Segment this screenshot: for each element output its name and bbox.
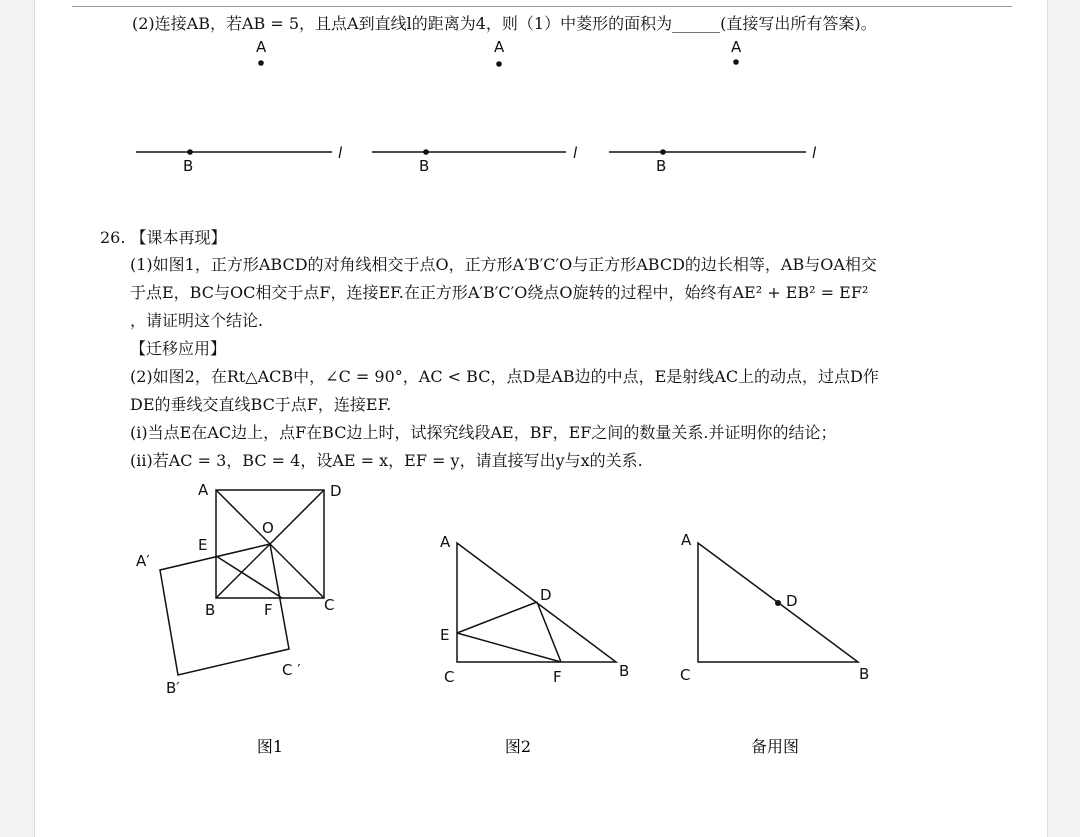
segment-ef (457, 633, 561, 662)
figure-1-caption: 图1 (256, 737, 284, 756)
fig1-label-aprime: A′ (136, 552, 150, 570)
fig1-label-c: C (324, 596, 335, 614)
fig1-label-cprime: C ′ (282, 661, 301, 679)
figure-2-caption: 图2 (504, 737, 532, 756)
point-a-label: A (494, 38, 505, 56)
fig2-label-a: A (440, 533, 451, 551)
point-b-label: B (419, 157, 430, 175)
fig3-label-d: D (786, 592, 798, 610)
fig2-label-b: B (619, 662, 630, 680)
figure-backup-labels (680, 531, 869, 684)
figure-1 (160, 490, 324, 675)
q26-section2: 【迁移应用】 (130, 339, 227, 358)
q26-p2-i: (i)当点E在AC边上，点F在BC边上时，试探究线段AE，BF，EF之间的数量关系.并证明你的结论； (130, 423, 837, 442)
fig3-label-a: A (681, 531, 692, 549)
figure-2-labels (440, 533, 629, 686)
segment-ed (457, 602, 537, 633)
fig1-label-f: F (264, 601, 273, 619)
point-b-label: B (656, 157, 667, 175)
point-b-label: B (183, 157, 194, 175)
fig1-label-e: E (198, 536, 208, 554)
fig2-label-c: C (444, 668, 455, 686)
line-l-label: l (338, 144, 343, 162)
fig1-label-a: A (198, 481, 209, 499)
fig1-label-d: D (330, 482, 342, 500)
figure-backup-caption: 备用图 (750, 737, 800, 756)
q26-p1-line1: (1)如图1，正方形ABCD的对角线相交于点O，正方形A′B′C′O与正方形ABCD的边长相等，AB与OA相交 (130, 255, 877, 274)
figure-2 (457, 543, 616, 662)
q26-p2-line1: (2)如图2，在Rt△ACB中，∠C = 90°，AC < BC，点D是AB边的中点，E是射线AC上的动点，过点D作 (130, 367, 879, 386)
q26-p1-line3: ，请证明这个结论. (130, 311, 264, 330)
fig2-label-e: E (440, 626, 450, 644)
fig3-label-b: B (859, 665, 870, 683)
q26-header: 26. 【课本再现】 (100, 228, 227, 247)
q26-p2-ii: (ii)若AC = 3，BC = 4，设AE = x，EF = y，请直接写出y与x的关系. (130, 451, 643, 470)
segment-ef (216, 556, 282, 598)
q26-p2-line2: DE的垂线交直线BC于点F，连接EF. (130, 395, 392, 414)
line-l-label: l (812, 144, 817, 162)
fig1-label-b: B (205, 601, 216, 619)
point-a-label: A (731, 38, 742, 56)
q25-part2-text: (2)连接AB，若AB = 5，且点A到直线l的距离为4，则（1）中菱形的面积为______(直接写出所有答案)。 (132, 14, 877, 33)
point-a-label: A (256, 38, 267, 56)
line-l-label: l (573, 144, 578, 162)
midpoint-d (775, 600, 781, 606)
q26-p1-line2: 于点E，BC与OC相交于点F，连接EF.在正方形A′B′C′O绕点O旋转的过程中，始终有AE² + EB² = EF² (130, 283, 869, 302)
fig2-label-d: D (540, 586, 552, 604)
fig1-label-bprime: B′ (166, 679, 180, 697)
fig2-label-f: F (553, 668, 562, 686)
fig1-label-o: O (262, 519, 274, 537)
fig3-label-c: C (680, 666, 691, 684)
